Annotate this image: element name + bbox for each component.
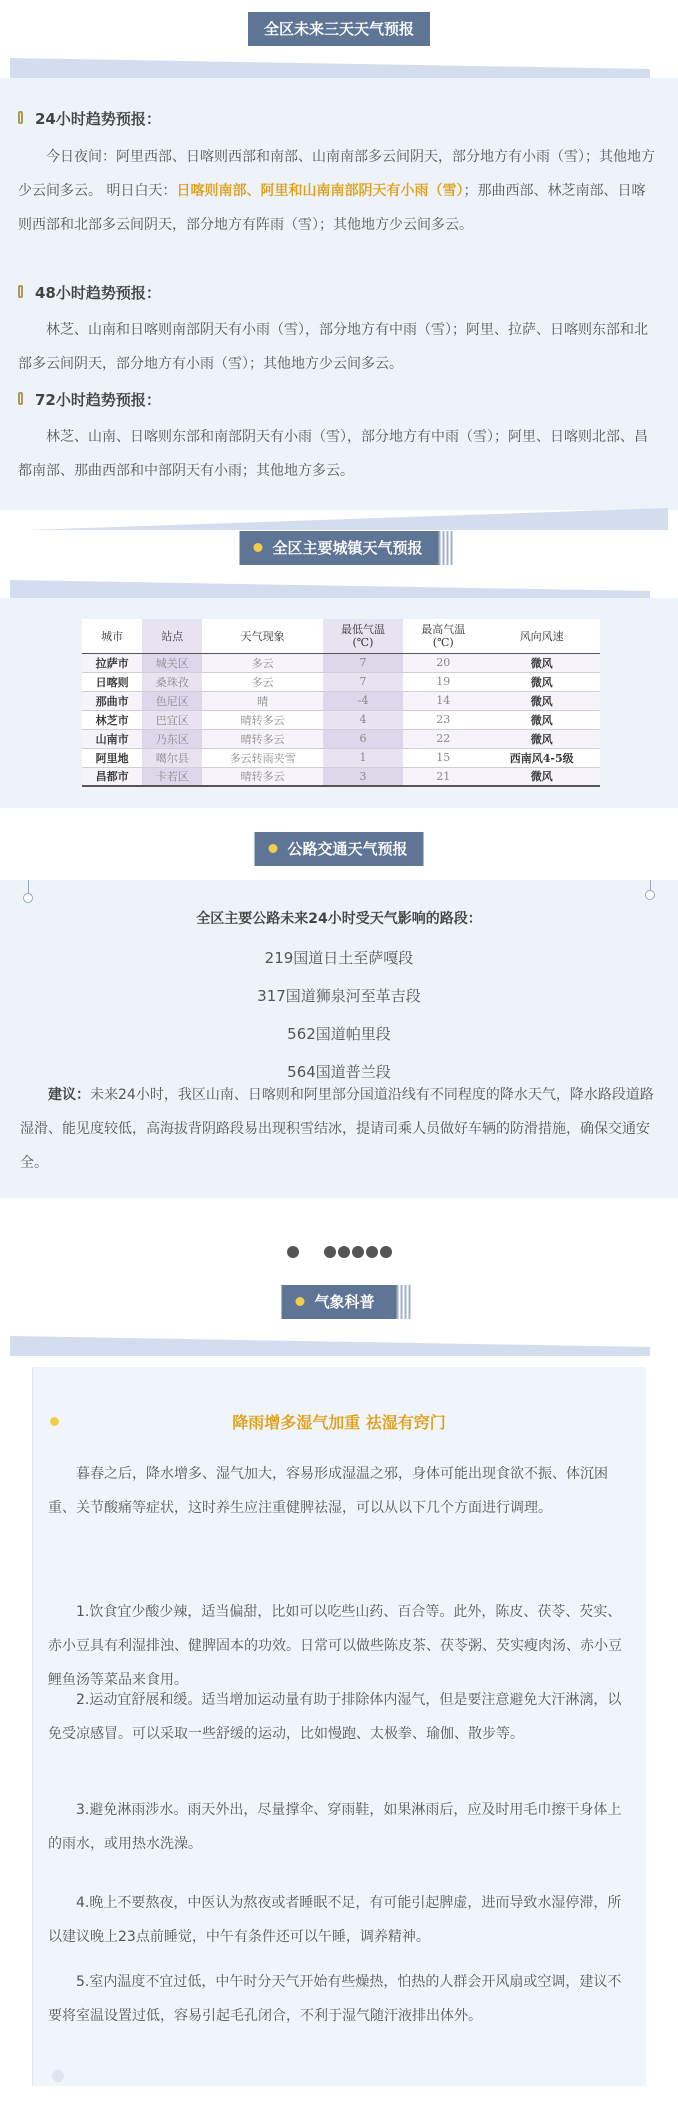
table-row xyxy=(82,691,600,710)
science-paragraph: 1.饮食宜少酸少辣，适当偏甜，比如可以吃些山药、百合等。此外，陈皮、茯苓、芡实、赤小豆具有利湿排浊、健脾固本的功效。日常可以做些陈皮茶、茯苓粥、芡实瘦肉汤、赤小豆鲤鱼汤等菜品来食用。 xyxy=(48,1604,622,1688)
forecast-section-title-text: 全区未来三天天气预报 xyxy=(263,20,415,38)
table-cell: 20 xyxy=(403,653,483,672)
table-cell: 23 xyxy=(403,710,483,729)
table-row xyxy=(82,710,600,729)
table-body xyxy=(82,653,600,786)
table-row xyxy=(82,672,600,691)
h24-heading xyxy=(18,108,161,129)
science-section-title-text: 气象科普 xyxy=(314,1293,375,1311)
road-section-title xyxy=(254,832,423,866)
table-cell: 微风 xyxy=(483,672,600,691)
h24-paragraph xyxy=(18,140,658,242)
col-header-station: 站点 xyxy=(142,619,202,653)
road-segments xyxy=(0,908,678,1082)
table-cell: 7 xyxy=(323,653,403,672)
bookmark-icon xyxy=(18,285,23,298)
science-article-title: 降雨增多湿气加重 祛湿有窍门 xyxy=(232,1413,446,1432)
dot-icon xyxy=(253,543,262,552)
table-cell: 微风 xyxy=(483,653,600,672)
table-cell: 昌都市 xyxy=(82,767,142,786)
road-advice xyxy=(20,1078,658,1180)
table-cell: 1 xyxy=(323,748,403,767)
road-segment: 564国道普兰段 xyxy=(287,1063,391,1081)
table-cell: 山南市 xyxy=(82,729,142,748)
table-cell: 巴宜区 xyxy=(142,710,202,729)
h24-heading-text: 24小时趋势预报： xyxy=(35,110,161,128)
col-header-wind: 风向风速 xyxy=(483,619,600,653)
table-row xyxy=(82,729,600,748)
table-cell: 14 xyxy=(403,691,483,710)
table-cell: 色尼区 xyxy=(142,691,202,710)
science-paragraph: 4.晚上不要熬夜，中医认为熬夜或者睡眠不足，有可能引起脾虚，进而导致水湿停滞，所以建议晚上23点前睡觉，中午有条件还可以午睡，调养精神。 xyxy=(48,1895,622,1945)
table-cell: 多云 xyxy=(202,672,322,691)
decor-dot xyxy=(52,2070,64,2082)
col-header-max-temp: 最高气温 (℃) xyxy=(403,619,483,653)
bookmark-icon xyxy=(18,111,23,124)
table-cell: -4 xyxy=(323,691,403,710)
decor-pin xyxy=(645,890,655,900)
h24-text: 今日夜间：阿里西部、日喀则西部和南部、山南南部多云间阴天，部分地方有小雨（雪）；其他地方少云间多云。 明日白天： xyxy=(18,149,655,199)
col-header-city: 城市 xyxy=(82,619,142,653)
table-cell: 3 xyxy=(323,767,403,786)
science-paragraph: 3.避免淋雨涉水。雨天外出，尽量撑伞、穿雨鞋，如果淋雨后，应及时用毛巾擦干身体上的雨水，或用热水洗澡。 xyxy=(48,1802,622,1852)
decor-wedge xyxy=(10,1336,650,1356)
decor-stripes xyxy=(439,531,453,565)
dot-icon xyxy=(268,844,277,853)
table-cell: 晴转多云 xyxy=(202,710,322,729)
table-cell: 城关区 xyxy=(142,653,202,672)
table-cell: 微风 xyxy=(483,691,600,710)
decor-wedge xyxy=(10,580,650,600)
table-cell: 拉萨市 xyxy=(82,653,142,672)
h72-heading xyxy=(18,389,161,410)
decor-pin xyxy=(23,893,33,903)
forecast-section-title xyxy=(248,12,430,46)
decor-dots xyxy=(0,1243,678,1262)
road-section-title-text: 公路交通天气预报 xyxy=(287,840,408,858)
table-cell: 西南风4-5级 xyxy=(483,748,600,767)
table-row xyxy=(82,653,600,672)
table-cell: 晴转多云 xyxy=(202,729,322,748)
table-cell: 微风 xyxy=(483,710,600,729)
table-row xyxy=(82,748,600,767)
col-header-weather: 天气现象 xyxy=(202,619,322,653)
table-cell: 卡若区 xyxy=(142,767,202,786)
table-cell: 晴 xyxy=(202,691,322,710)
road-segment: 219国道日土至萨嘎段 xyxy=(264,949,414,967)
table-cell: 7 xyxy=(323,672,403,691)
h48-paragraph: 林芝、山南和日喀则南部阴天有小雨（雪），部分地方有中雨（雪）；阿里、拉萨、日喀则东部和北部多云间阴天，部分地方有小雨（雪）；其他地方少云间多云。 xyxy=(18,322,648,372)
cities-section-title-text: 全区主要城镇天气预报 xyxy=(272,539,423,557)
table-cell: 日喀则 xyxy=(82,672,142,691)
h24-text-tail: ；那曲西部、林芝南部、日喀则西部和北部多云间阴天，部分地方有阵雨（雪）；其他地方少云间多云。 xyxy=(18,183,646,233)
table-cell: 那曲市 xyxy=(82,691,142,710)
h72-heading-text: 72小时趋势预报： xyxy=(35,391,161,409)
col-header-min-temp: 最低气温 (℃) xyxy=(323,619,403,653)
science-section-title xyxy=(281,1285,396,1319)
table-cell: 晴转多云 xyxy=(202,767,322,786)
table-cell: 噶尔县 xyxy=(142,748,202,767)
decor-wedge xyxy=(28,508,668,530)
table-cell: 4 xyxy=(323,710,403,729)
cities-section-title xyxy=(239,531,438,565)
h48-heading-text: 48小时趋势预报： xyxy=(35,284,161,302)
road-subtitle: 全区主要公路未来24小时受天气影响的路段： xyxy=(196,911,482,927)
table-cell: 微风 xyxy=(483,767,600,786)
table-cell: 阿里地 xyxy=(82,748,142,767)
decor-wedge xyxy=(10,58,650,78)
science-paragraph: 暮春之后，降水增多、湿气加大，容易形成湿温之邪，身体可能出现食欲不振、体沉困重、关节酸痛等症状，这时养生应注重健脾祛湿，可以从以下几个方面进行调理。 xyxy=(48,1466,608,1516)
h72-paragraph: 林芝、山南、日喀则东部和南部阴天有小雨（雪），部分地方有中雨（雪）；阿里、日喀则北部、昌都南部、那曲西部和中部阴天有小雨；其他地方多云。 xyxy=(18,429,648,479)
road-segment: 317国道狮泉河至革吉段 xyxy=(257,987,421,1005)
bookmark-icon xyxy=(18,392,23,405)
road-segment: 562国道帕里段 xyxy=(287,1025,391,1043)
table-cell: 6 xyxy=(323,729,403,748)
science-paragraph: 5.室内温度不宜过低，中午时分天气开始有些燥热，怕热的人群会开风扇或空调，建议不要将室温设置过低，容易引起毛孔闭合，不利于湿气随汗液排出体外。 xyxy=(48,1974,622,2024)
city-weather-table xyxy=(82,619,600,787)
table-cell: 乃东区 xyxy=(142,729,202,748)
h24-highlight: 日喀则南部、阿里和山南南部阴天有小雨（雪） xyxy=(176,183,464,199)
table-cell: 微风 xyxy=(483,729,600,748)
table-cell: 多云 xyxy=(202,653,322,672)
table-cell: 多云转雨夹雪 xyxy=(202,748,322,767)
table-cell: 22 xyxy=(403,729,483,748)
table-cell: 15 xyxy=(403,748,483,767)
table-row xyxy=(82,767,600,786)
table-cell: 19 xyxy=(403,672,483,691)
dot-icon xyxy=(295,1297,304,1306)
table-header-row xyxy=(82,619,600,653)
road-advice-text: 未来24小时，我区山南、日喀则和阿里部分国道沿线有不同程度的降水天气，降水路段道路湿滑、能见度较低，高海拔背阴路段易出现积雪结冰，提请司乘人员做好车辆的防滑措施，确保交通安全。 xyxy=(20,1087,654,1171)
road-advice-label: 建议： xyxy=(48,1087,90,1103)
table-cell: 桑珠孜 xyxy=(142,672,202,691)
science-paragraph: 2.运动宜舒展和缓。适当增加运动量有助于排除体内湿气，但是要注意避免大汗淋漓，以免受凉感冒。可以采取一些舒缓的运动，比如慢跑、太极拳、瑜伽、散步等。 xyxy=(48,1692,622,1742)
decor-stripes xyxy=(397,1285,411,1319)
table-cell: 21 xyxy=(403,767,483,786)
h48-heading xyxy=(18,282,161,303)
table-cell: 林芝市 xyxy=(82,710,142,729)
